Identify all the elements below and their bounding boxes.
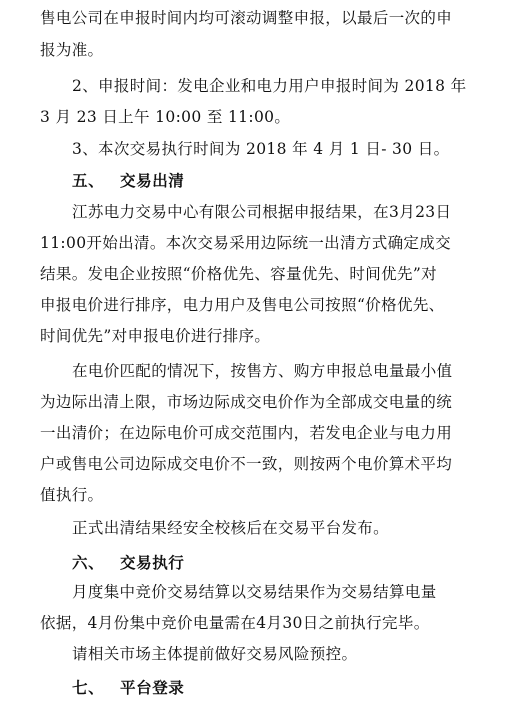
section-number: 六、 xyxy=(72,554,105,572)
paragraph-line: 一出清价；在边际电价可成交范围内，若发电企业与电力用 xyxy=(40,424,453,442)
section-number: 七、 xyxy=(72,679,105,697)
paragraph-line: 月度集中竞价交易结算以交易结果作为交易结算电量 xyxy=(72,583,437,601)
section-heading xyxy=(72,553,184,573)
list-item-line: 3 月 23 日上午 10:00 至 11:00。 xyxy=(40,108,291,126)
section-heading xyxy=(72,678,184,698)
paragraph-line: 请相关市场主体提前做好交易风险预控。 xyxy=(72,645,358,663)
list-item-line: 3、本次交易执行时间为 2018 年 4 月 1 日- 30 日。 xyxy=(72,140,450,158)
list-item-line: 2、申报时间：发电企业和电力用户申报时间为 2018 年 xyxy=(72,77,467,95)
section-title: 平台登录 xyxy=(120,679,185,697)
paragraph-line: 依据，4月份集中竞价电量需在4月30日之前执行完毕。 xyxy=(40,614,430,632)
paragraph-line: 报为准。 xyxy=(40,41,104,59)
paragraph-line: 户或售电公司边际成交电价不一致，则按两个电价算术平均 xyxy=(40,455,453,473)
paragraph-line: 售电公司在申报时间内均可滚动调整申报，以最后一次的申 xyxy=(40,9,453,27)
paragraph-line: 结果。发电企业按照“价格优先、容量优先、时间优先”对 xyxy=(40,265,437,283)
paragraph-line: 为边际出清上限，市场边际成交电价作为全部成交电量的统 xyxy=(40,393,453,411)
paragraph-line: 在电价匹配的情况下，按售方、购方申报总电量最小值 xyxy=(72,362,453,380)
paragraph-line: 申报电价进行排序，电力用户及售电公司按照“价格优先、 xyxy=(40,296,445,314)
paragraph-line: 江苏电力交易中心有限公司根据申报结果，在3月23日 xyxy=(72,203,452,221)
section-heading xyxy=(72,171,184,191)
section-number: 五、 xyxy=(72,172,105,190)
section-title: 交易出清 xyxy=(120,172,185,190)
section-title: 交易执行 xyxy=(120,554,185,572)
paragraph-line: 时间优先”对申报电价进行排序。 xyxy=(40,327,271,345)
paragraph-line: 正式出清结果经安全校核后在交易平台发布。 xyxy=(72,519,390,537)
paragraph-line: 值执行。 xyxy=(40,486,104,504)
paragraph-line: 11:00开始出清。本次交易采用边际统一出清方式确定成交 xyxy=(40,234,451,252)
